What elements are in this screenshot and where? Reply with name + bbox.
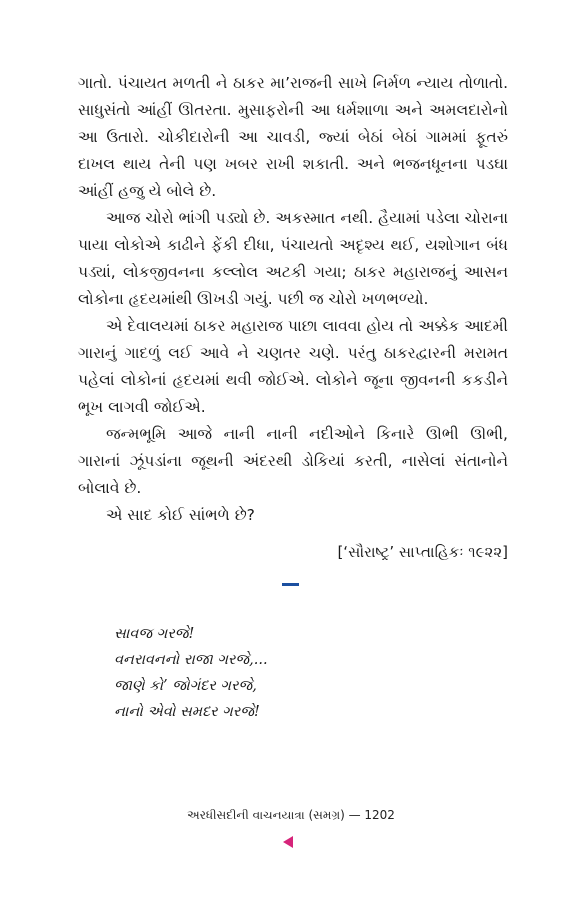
poem-line: સાવજ ગરજે! — [114, 626, 195, 642]
paragraph: એ દેવાલયમાં ઠાકર મહારાજ પાછા લાવવા હોય તો અક્કેક આદમી ગારાનું ગાદળું લઈ આવે ને ચણતર ચણે. પરંતુ ઠાકરદ્વારની મરામત પહેલાં લોકોનાં હૃદયમાં થવી જોઈએ. લોકોને જૂના જીવનની કકડીને ભૂખ લાગવી જોઈએ. — [78, 317, 508, 416]
paragraph: આજ ચોરો ભાંગી પડ્યો છે. અકસ્માત નથી. હૈયામાં પડેલા ચોરાના પાયા લોકોએ કાઢીને ફેંકી દીધા, પંચાયતો અદૃશ્ય થઈ, યશોગાન બંધ પડ્યાં, લોકજીવનના કલ્લોલ અટકી ગયા; ઠાકર મહારાજનું આસન લોકોના હૃદયમાંથી ઊખડી ગયું. પછી જ ચોરો ખળભળ્યો. — [78, 209, 508, 308]
article-body — [78, 70, 508, 566]
source-citation: [‘સૌરાષ્ટ્ર’ સાપ્તાહિકઃ ૧૯૨૨] — [337, 543, 508, 561]
poem-line: નાનો એવો સમદર ગરજે! — [114, 704, 260, 720]
paragraph: એ સાદ કોઈ સાંભળે છે? — [106, 506, 255, 524]
poem-line: જાણે કો’ જોગંદર ગરજે, — [114, 678, 257, 694]
page-footer: અરધીસદીની વાચનયાત્રા (સમગ્ર) — 1202 — [187, 808, 395, 822]
section-divider — [282, 583, 299, 586]
previous-page-icon[interactable] — [283, 836, 293, 848]
paragraph: જન્મભૂમિ આજે નાની નાની નદીઓને કિનારે ઊભી ઊભી, ગારાનાં ઝૂંપડાંના જૂથની અંદરથી ડોકિયાં કરતી, નાસેલાં સંતાનોને બોલાવે છે. — [78, 425, 508, 497]
poem — [114, 621, 268, 725]
poem-line: વનરાવનનો રાજા ગરજે,... — [114, 652, 268, 668]
paragraph: ગાતો. પંચાયત મળતી ને ઠાકર મા’રાજની સાખે નિર્મળ ન્યાય તોળાતો. સાધુસંતો આંહીં ઊતરતા. મુસાફરોની આ ધર્મશાળા અને અમલદારોનો આ ઉતારો. ચોકીદારોની આ ચાવડી, જ્યાં બેઠાં બેઠાં ગામમાં ફૂતરું દાખલ થાય તેની પણ ખબર રાખી શકાતી. અને ભજનધૂનના પડઘા આંહીં હજુ યે બોલે છે. — [78, 74, 508, 200]
